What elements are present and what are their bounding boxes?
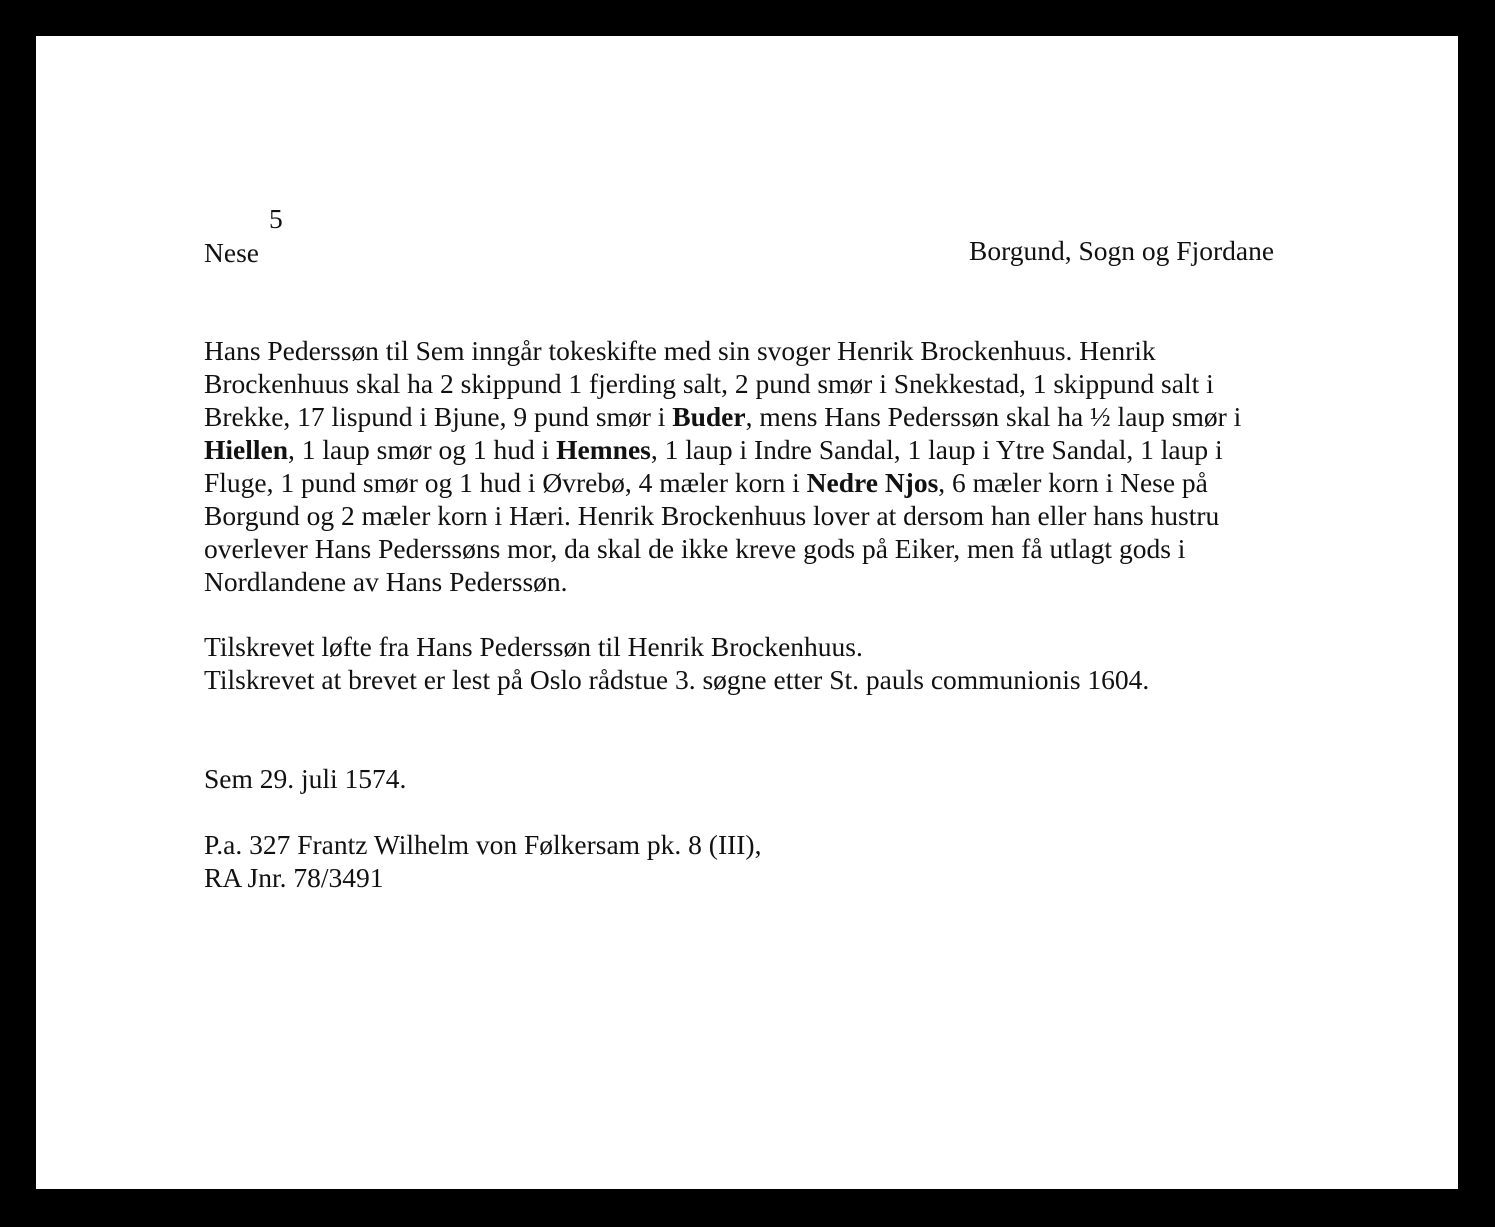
place-name-bold: Hiellen: [204, 434, 289, 465]
place-name-bold: Nedre Njos: [806, 467, 939, 498]
summary-text: Hans Pederssøn til Sem inngår tokeskifte med sin svoger Henrik Brockenhuus. Henrik: [204, 335, 1156, 366]
place-name-bold: Hemnes: [556, 434, 651, 465]
summary-text: Brockenhuus skal ha 2 skippund 1 fjerding salt, 2 pund smør i Snekkestad, 1 skippund salt i: [204, 368, 1214, 399]
source-line: P.a. 327 Frantz Wilhelm von Følkersam pk. 8 (III),: [204, 829, 762, 860]
place-name-bold: Buder: [672, 401, 746, 432]
index-card: [36, 36, 1458, 1189]
summary-line: [204, 466, 1241, 499]
summary-line: [204, 334, 1241, 367]
summary-text: Borgund og 2 mæler korn i Hæri. Henrik Brockenhuus lover at dersom han eller hans hustru: [204, 500, 1220, 531]
summary-text: , 1 laup i Indre Sandal, 1 laup i Ytre Sandal, 1 laup i: [650, 434, 1223, 465]
date-place: Sem 29. juli 1574.: [204, 763, 407, 794]
card-number: 5: [269, 203, 283, 234]
source-line: RA Jnr. 78/3491: [204, 862, 384, 893]
summary-text: , 6 mæler korn i Nese på: [938, 467, 1208, 498]
summary-line: [204, 433, 1241, 466]
farm-name: Nese: [204, 237, 259, 268]
summary-text: , mens Hans Pederssøn skal ha ½ laup smør i: [745, 401, 1242, 432]
summary-line: [204, 532, 1241, 565]
note-line: Tilskrevet at brevet er lest på Oslo rådstue 3. søgne etter St. pauls communionis 1604.: [204, 664, 1150, 695]
location: Borgund, Sogn og Fjordane: [969, 235, 1275, 266]
note-line: Tilskrevet løfte fra Hans Pederssøn til Henrik Brockenhuus.: [204, 631, 863, 662]
summary-text: , 1 laup smør og 1 hud i: [288, 434, 557, 465]
summary-line: [204, 367, 1241, 400]
notes-block: [204, 630, 1149, 696]
summary-line: [204, 565, 1241, 598]
summary-text: Brekke, 17 lispund i Bjune, 9 pund smør i: [204, 401, 673, 432]
summary-line: [204, 400, 1241, 433]
summary-paragraph: [204, 334, 1241, 598]
summary-text: overlever Hans Pederssøns mor, da skal de ikke kreve gods på Eiker, men få utlagt gods i: [204, 533, 1186, 564]
source-block: [204, 828, 761, 894]
summary-text: Fluge, 1 pund smør og 1 hud i Øvrebø, 4 mæler korn i: [204, 467, 807, 498]
summary-line: [204, 499, 1241, 532]
summary-text: Nordlandene av Hans Pederssøn.: [204, 566, 568, 597]
